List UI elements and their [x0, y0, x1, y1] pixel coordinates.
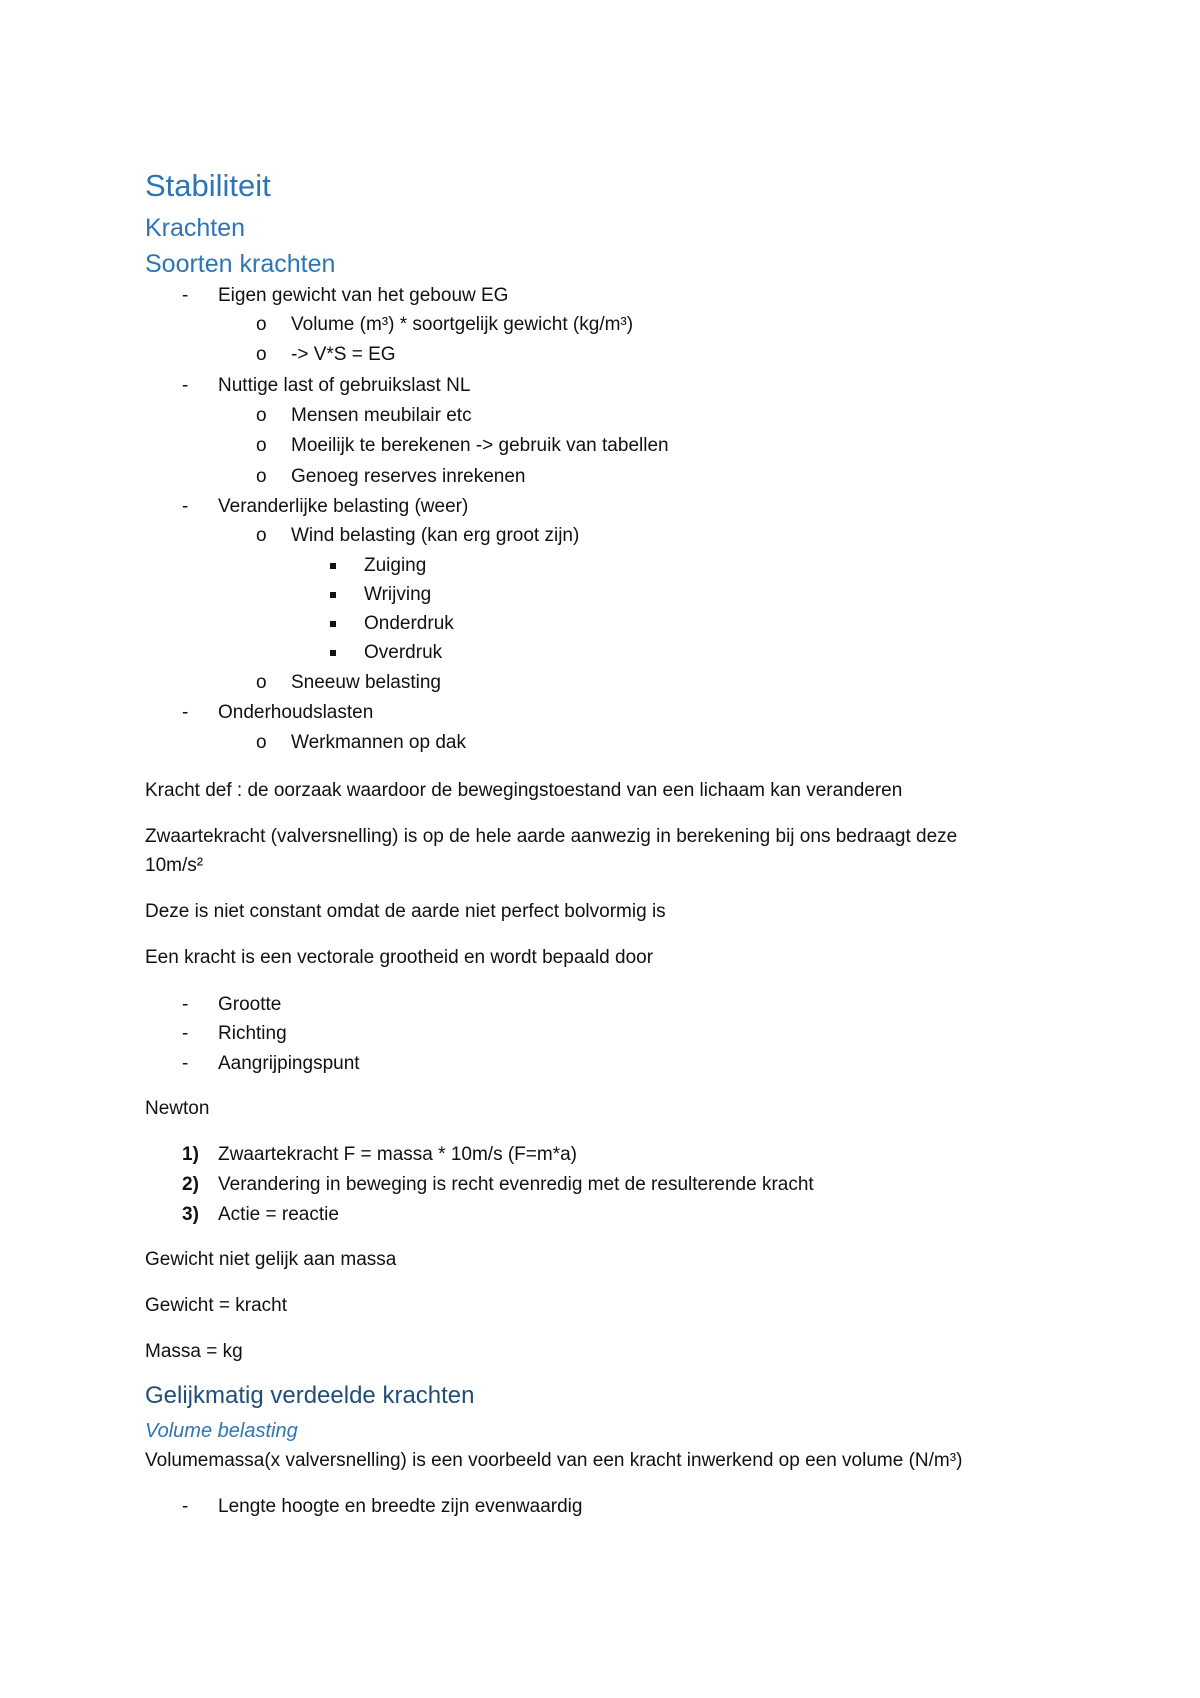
- list-dash: -: [182, 285, 189, 306]
- list-dash: -: [182, 1053, 189, 1074]
- paragraph-zwaartekracht-cont: 10m/s²: [145, 855, 204, 876]
- list-item: Nuttige last of gebruikslast NL: [218, 375, 471, 396]
- list-number: 1): [182, 1144, 199, 1165]
- list-item: Aangrijpingspunt: [218, 1053, 360, 1074]
- list-circle: o: [256, 672, 267, 693]
- list-item: Richting: [218, 1023, 287, 1044]
- list-circle: o: [256, 344, 267, 365]
- list-item: Wind belasting (kan erg groot zijn): [291, 525, 580, 546]
- list-item: Grootte: [218, 994, 282, 1015]
- page-title: Stabiliteit: [145, 168, 271, 203]
- square-bullet-icon: [330, 592, 336, 598]
- list-item: Genoeg reserves inrekenen: [291, 466, 526, 487]
- list-item: Volume (m³) * soortgelijk gewicht (kg/m³): [291, 314, 634, 335]
- list-dash: -: [182, 496, 189, 517]
- square-bullet-icon: [330, 563, 336, 569]
- list-item: -> V*S = EG: [291, 344, 396, 365]
- square-bullet-icon: [330, 650, 336, 656]
- paragraph-volumemassa: Volumemassa(x valversnelling) is een voorbeeld van een kracht inwerkend op een volume (N/m³): [145, 1450, 963, 1471]
- paragraph-massa-kg: Massa = kg: [145, 1341, 243, 1362]
- paragraph-niet-constant: Deze is niet constant omdat de aarde niet perfect bolvormig is: [145, 901, 666, 922]
- paragraph-newton: Newton: [145, 1098, 210, 1119]
- list-circle: o: [256, 435, 267, 456]
- list-item: Sneeuw belasting: [291, 672, 441, 693]
- square-bullet-icon: [330, 621, 336, 627]
- list-item: Mensen meubilair etc: [291, 405, 472, 426]
- list-item: Overdruk: [364, 642, 443, 663]
- paragraph-zwaartekracht: Zwaartekracht (valversnelling) is op de hele aarde aanwezig in berekening bij ons bedraagt deze: [145, 826, 958, 847]
- heading-volume-belasting: Volume belasting: [145, 1420, 298, 1442]
- list-circle: o: [256, 525, 267, 546]
- list-circle: o: [256, 466, 267, 487]
- paragraph-gewicht-massa: Gewicht niet gelijk aan massa: [145, 1249, 397, 1270]
- list-dash: -: [182, 702, 189, 723]
- list-item: Onderdruk: [364, 613, 454, 634]
- heading-soorten-krachten: Soorten krachten: [145, 250, 336, 278]
- list-item: Werkmannen op dak: [291, 732, 466, 753]
- list-circle: o: [256, 405, 267, 426]
- list-item: Verandering in beweging is recht evenredig met de resulterende kracht: [218, 1174, 814, 1195]
- list-item: Zuiging: [364, 555, 427, 576]
- list-number: 2): [182, 1174, 199, 1195]
- list-item: Wrijving: [364, 584, 432, 605]
- list-circle: o: [256, 314, 267, 335]
- list-circle: o: [256, 732, 267, 753]
- list-item: Lengte hoogte en breedte zijn evenwaardig: [218, 1496, 583, 1517]
- list-number: 3): [182, 1204, 199, 1225]
- paragraph-gewicht-kracht: Gewicht = kracht: [145, 1295, 288, 1316]
- heading-krachten: Krachten: [145, 214, 246, 242]
- list-item: Moeilijk te berekenen -> gebruik van tabellen: [291, 435, 669, 456]
- paragraph-vectorale: Een kracht is een vectorale grootheid en wordt bepaald door: [145, 947, 654, 968]
- list-item: Veranderlijke belasting (weer): [218, 496, 469, 517]
- list-dash: -: [182, 1496, 189, 1517]
- list-item: Zwaartekracht F = massa * 10m/s (F=m*a): [218, 1144, 577, 1165]
- list-dash: -: [182, 1023, 189, 1044]
- list-dash: -: [182, 994, 189, 1015]
- heading-gelijkmatig: Gelijkmatig verdeelde krachten: [145, 1382, 475, 1409]
- list-dash: -: [182, 375, 189, 396]
- paragraph-kracht-def: Kracht def : de oorzaak waardoor de bewegingstoestand van een lichaam kan veranderen: [145, 780, 903, 801]
- list-item: Actie = reactie: [218, 1204, 339, 1225]
- list-item: Eigen gewicht van het gebouw EG: [218, 285, 509, 306]
- list-item: Onderhoudslasten: [218, 702, 374, 723]
